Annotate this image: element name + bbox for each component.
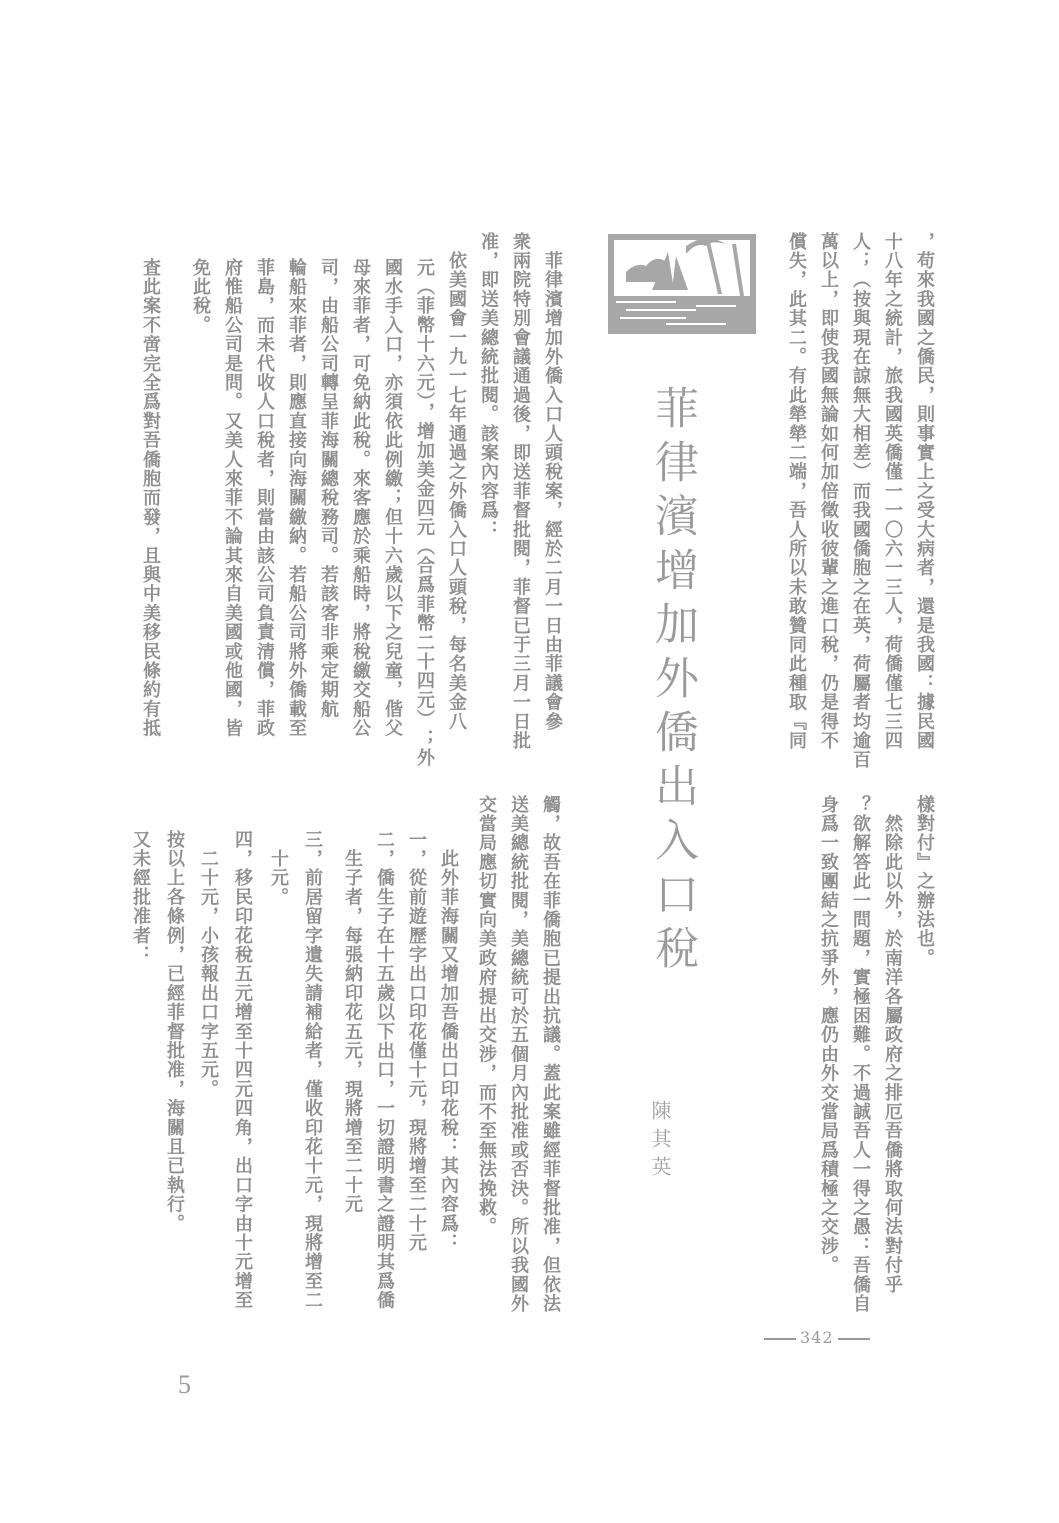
- text-column: 然除此以外，於南洋各屬政府之排厄吾僑將取何法對付乎: [882, 795, 903, 1295]
- text-column: 樣對付』之辦法也。: [914, 795, 935, 968]
- text-column: 司，由船公司轉呈菲海關總稅務司。若該客非乘定期航: [318, 258, 339, 719]
- text-column: 償失，此其二。有此犖犖二端，吾人所以未敢贊同此種取『同: [786, 232, 807, 751]
- text-column: 萬以上，即使我國無論如何加倍徵收彼輩之進口稅，仍是得不: [818, 232, 839, 751]
- text-column: 又未經批准者：: [130, 830, 151, 965]
- page-number-text: 342: [800, 1328, 834, 1347]
- text-column: 此外菲海關又增加吾僑出口印花稅：其內容爲：: [438, 830, 459, 1253]
- rule-right: [838, 1338, 870, 1340]
- text-column: 査此案不啻完全爲對吾僑胞而發，且與中美移民條約有抵: [140, 258, 161, 738]
- text-column: ？欲解答此一問題，實極困難。不過誠吾人一得之愚：吾僑自: [850, 795, 871, 1314]
- text-column: 二十元，小孩報出口字五元。: [198, 830, 219, 1099]
- article-title: 菲律濱增加外僑出入口稅: [647, 385, 698, 979]
- text-column: 輪船來菲者，則應直接向海關繳納。若船公司將外僑載至: [286, 258, 307, 738]
- text-column: 依美國會一九一七年通過之外僑入口人頭稅，每名美金八: [446, 232, 467, 732]
- text-column: 元（菲幣十六元），增加美金四元（合爲菲幣二十四元）；外: [414, 258, 435, 768]
- text-column: 國水手入口，亦須依此例繳；但十六歲以下之兒童，偕父: [382, 258, 403, 738]
- folio-number: 5: [178, 1370, 191, 1399]
- text-column: 十元。: [268, 830, 289, 907]
- text-column: 人；（按與現在諒無大相差）而我國僑胞之在英，荷屬者均逾百: [850, 232, 871, 770]
- page-number: [760, 1328, 874, 1347]
- text-column: 十八年之統計，旅我國英僑僅一一〇六一三人，荷僑僅七三四: [882, 232, 903, 751]
- text-column: 送美總統批閱，美總統可於五個月內批准或否決。所以我國外: [508, 795, 529, 1314]
- text-column: 二，僑生子在十五歲以下出口，一切證明書之證明其爲僑: [374, 830, 395, 1310]
- text-column: 菲律濱增加外僑入口人頭稅案，經於二月一日由菲議會參: [542, 232, 563, 732]
- text-column: 母來菲者，可免納此稅。來客應於乘船時，將稅繳交船公: [350, 258, 371, 738]
- text-column: 府惟船公司是問。又美人來菲不論其來自美國或他國，皆: [222, 258, 243, 738]
- rule-left: [764, 1338, 796, 1340]
- text-column: 觸，故吾在菲僑胞已提出抗議。蓋此案雖經菲督批准，但依法: [540, 795, 561, 1314]
- palm-sailboat-illustration: [606, 232, 758, 336]
- text-column: 衆兩院特別會議通過後，即送菲督批閱，菲督已于三月一日批: [510, 232, 531, 751]
- text-column: 免此稅。: [190, 258, 211, 335]
- text-column: 一，從前遊歷字出口印花僅十元，現將增至二十元: [406, 830, 427, 1253]
- text-column: ，苟來我國之僑民，則事實上之受大病者，還是我國：據民國: [914, 232, 935, 751]
- text-column: 生子者，每張納印花五元，現將增至二十元: [342, 830, 363, 1214]
- text-column: 交當局應切實向美政府提出交涉，而不至無法挽救。: [476, 795, 497, 1237]
- text-column: 四，移民印花稅五元增至十四元四角，出口字由十元增至: [232, 830, 253, 1310]
- author-name: 陳其英: [648, 1100, 672, 1184]
- text-column: 菲島，而未代收人口稅者，則當由該公司負責清償，菲政: [254, 258, 275, 738]
- text-column: 三，前居留字遺失請補給者，僅收印花十元，現將增至二: [302, 830, 323, 1310]
- text-column: 身爲一致團結之抗爭外，應仍由外交當局爲積極之交涉。: [818, 795, 839, 1275]
- text-column: 按以上各條例，已經菲督批准，海關且已執行。: [164, 830, 185, 1234]
- text-column: 准，即送美總統批閱。該案內容爲：: [478, 232, 499, 540]
